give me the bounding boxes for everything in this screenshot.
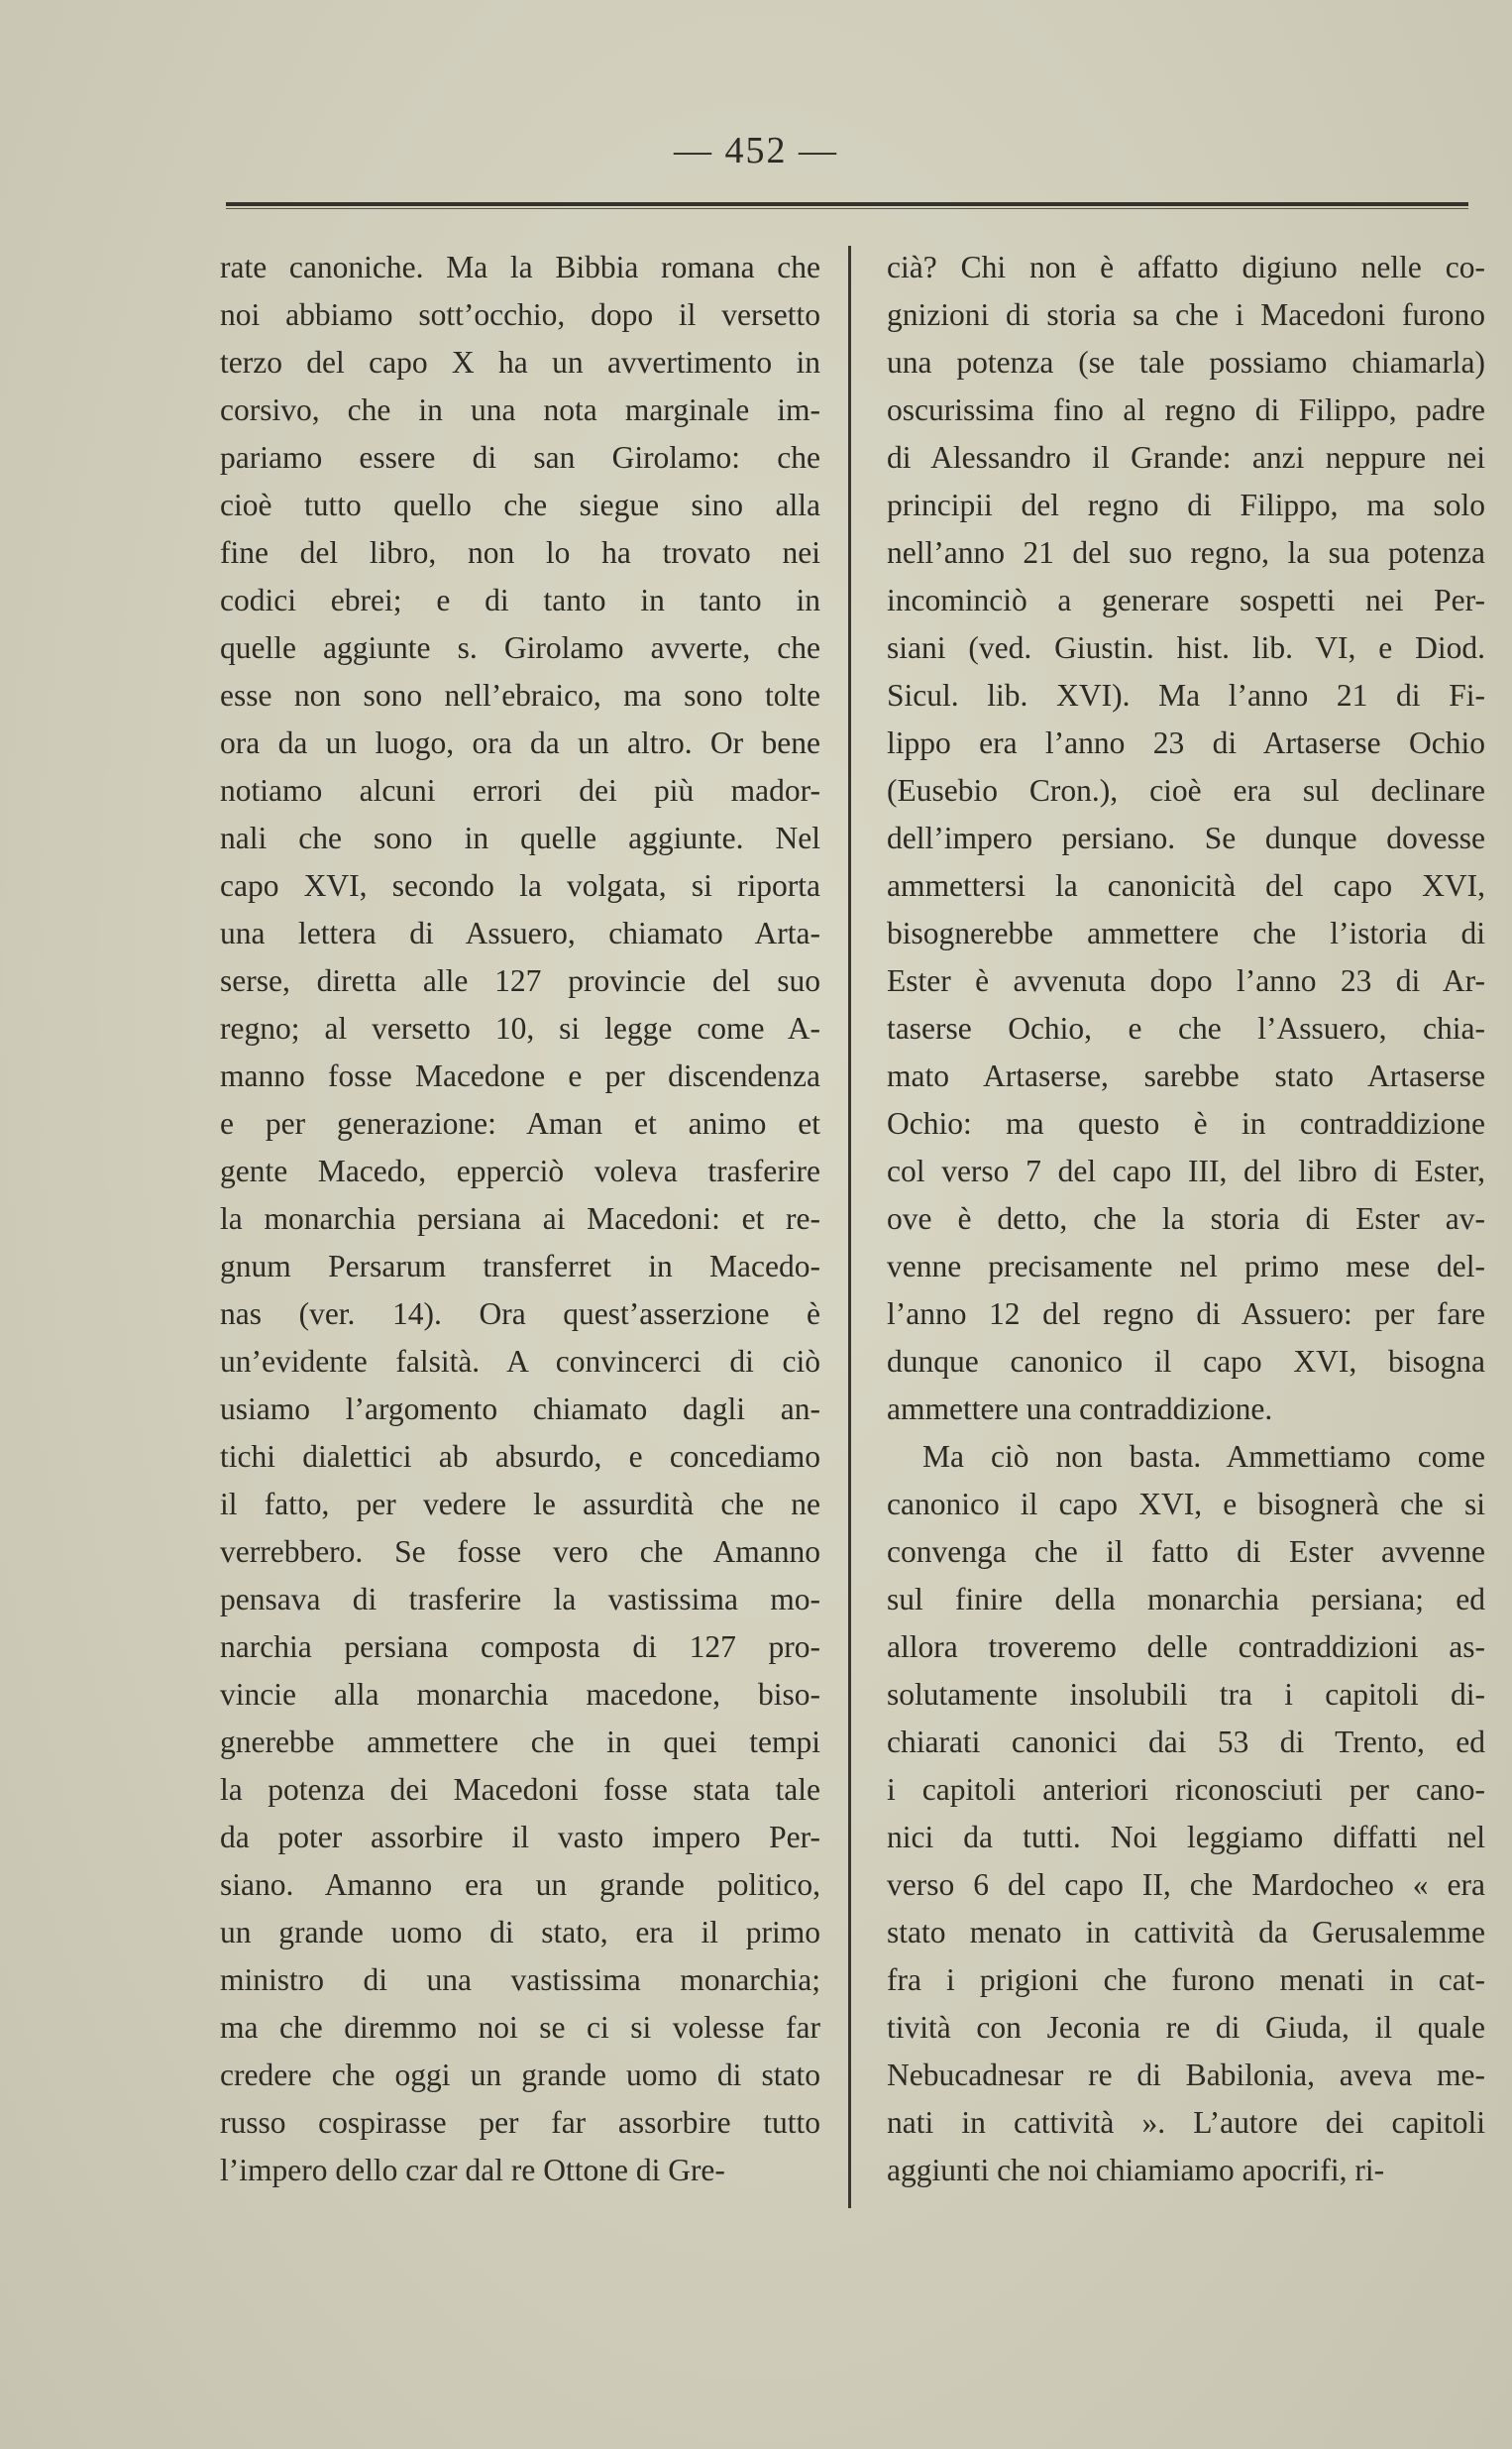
text-line: gnizioni di storia sa che i Macedoni furono [887, 297, 1485, 332]
text-line: gnum Persarum transferret in Macedo- [220, 1249, 820, 1283]
text-line: stato menato in cattività da Gerusalemme [887, 1915, 1485, 1949]
text-line: un grande uomo di stato, era il primo [220, 1915, 820, 1949]
text-line: Ester è avvenuta dopo l’anno 23 di Ar- [887, 963, 1485, 998]
text-line: usiamo l’argomento chiamato dagli an- [220, 1391, 820, 1426]
text-line: cià? Chi non è affatto digiuno nelle co- [887, 250, 1485, 284]
text-line: pariamo essere di san Girolamo: che [220, 440, 820, 475]
text-line: credere che oggi un grande uomo di stato [220, 2058, 820, 2092]
text-line: ammettere una contraddizione. [887, 1391, 1273, 1426]
text-line: oscurissima fino al regno di Filippo, padre [887, 392, 1485, 427]
text-line: cioè tutto quello che siegue sino alla [220, 488, 820, 522]
text-line: la potenza dei Macedoni fosse stata tale [220, 1772, 820, 1807]
text-line: venne precisamente nel primo mese del- [887, 1249, 1485, 1283]
text-line: terzo del capo X ha un avvertimento in [220, 345, 820, 380]
text-line: codici ebrei; e di tanto in tanto in [220, 583, 820, 617]
text-line: siani (ved. Giustin. hist. lib. VI, e Diod. [887, 630, 1485, 665]
text-line: ove è detto, che la storia di Ester av- [887, 1201, 1485, 1236]
text-line: fra i prigioni che furono menati in cat- [887, 1962, 1485, 1997]
text-line: pensava di trasferire la vastissima mo- [220, 1582, 820, 1616]
text-line: narchia persiana composta di 127 pro- [220, 1629, 820, 1664]
text-line: chiarati canonici dai 53 di Trento, ed [887, 1725, 1485, 1759]
text-line: col verso 7 del capo III, del libro di Ester, [887, 1154, 1485, 1188]
text-line: i capitoli anteriori riconosciuti per cano- [887, 1772, 1485, 1807]
text-line: gente Macedo, epperciò voleva trasferire [220, 1154, 820, 1188]
text-line: una potenza (se tale possiamo chiamarla) [887, 345, 1485, 380]
text-line: incominciò a generare sospetti nei Per- [887, 583, 1485, 617]
text-line: nas (ver. 14). Ora quest’asserzione è [220, 1296, 820, 1331]
text-line: noi abbiamo sott’occhio, dopo il versetto [220, 297, 820, 332]
text-line: aggiunti che noi chiamiamo apocrifi, ri- [887, 2153, 1385, 2187]
text-line: solutamente insolubili tra i capitoli di- [887, 1677, 1485, 1712]
text-line: dunque canonico il capo XVI, bisogna [887, 1344, 1485, 1379]
text-line: nati in cattività ». L’autore dei capitoli [887, 2105, 1485, 2140]
text-line: verrebbero. Se fosse vero che Amanno [220, 1534, 820, 1569]
text-line: fine del libro, non lo ha trovato nei [220, 535, 820, 570]
text-line: l’anno 12 del regno di Assuero: per fare [887, 1296, 1485, 1331]
text-line: una lettera di Assuero, chiamato Arta- [220, 916, 820, 950]
text-line: russo cospirasse per far assorbire tutto [220, 2105, 820, 2140]
text-line: quelle aggiunte s. Girolamo avverte, che [220, 630, 820, 665]
text-line: Sicul. lib. XVI). Ma l’anno 21 di Fi- [887, 678, 1485, 713]
text-line: l’impero dello czar dal re Ottone di Gre- [220, 2153, 725, 2187]
text-line: ma che diremmo noi se ci si volesse far [220, 2010, 820, 2045]
text-line: mato Artaserse, sarebbe stato Artaserse [887, 1058, 1485, 1093]
text-line: ministro di una vastissima monarchia; [220, 1962, 820, 1997]
text-line: tività con Jeconia re di Giuda, il quale [887, 2010, 1485, 2045]
text-line: Nebucadnesar re di Babilonia, aveva me- [887, 2058, 1485, 2092]
text-line: verso 6 del capo II, che Mardocheo « era [887, 1867, 1485, 1902]
text-line: il fatto, per vedere le assurdità che ne [220, 1487, 820, 1521]
text-line: corsivo, che in una nota marginale im- [220, 392, 820, 427]
text-line: un’evidente falsità. A convincerci di ciò [220, 1344, 820, 1379]
left-text-column [220, 244, 820, 2194]
header-rule [226, 202, 1468, 209]
text-line: taserse Ochio, e che l’Assuero, chia- [887, 1011, 1485, 1046]
text-line: capo XVI, secondo la volgata, si riporta [220, 868, 820, 903]
text-line: regno; al versetto 10, si legge come A- [220, 1011, 820, 1046]
text-line: nali che sono in quelle aggiunte. Nel [220, 821, 820, 855]
text-line: tichi dialettici ab absurdo, e concediamo [220, 1439, 820, 1474]
text-line: nici da tutti. Noi leggiamo diffatti nel [887, 1820, 1485, 1854]
text-line: Ochio: ma questo è in contraddizione [887, 1106, 1485, 1141]
text-line: convenga che il fatto di Ester avvenne [887, 1534, 1485, 1569]
text-line: sul finire della monarchia persiana; ed [887, 1582, 1485, 1616]
text-line: ora da un luogo, ora da un altro. Or bene [220, 725, 820, 760]
text-line: notiamo alcuni errori dei più mador- [220, 773, 820, 808]
text-line: (Eusebio Cron.), cioè era sul declinare [887, 773, 1485, 808]
page-number: — 452 — [674, 130, 838, 171]
text-line: bisognerebbe ammettere che l’istoria di [887, 916, 1485, 950]
text-line: di Alessandro il Grande: anzi neppure nei [887, 440, 1485, 475]
right-text-column [887, 244, 1485, 2194]
text-line: vincie alla monarchia macedone, biso- [220, 1677, 820, 1712]
text-line: da poter assorbire il vasto impero Per- [220, 1820, 820, 1854]
text-line: gnerebbe ammettere che in quei tempi [220, 1725, 820, 1759]
text-line: nell’anno 21 del suo regno, la sua potenza [887, 535, 1485, 570]
text-line: rate canoniche. Ma la Bibbia romana che [220, 250, 820, 284]
text-line: siano. Amanno era un grande politico, [220, 1867, 820, 1902]
text-line: e per generazione: Aman et animo et [220, 1106, 820, 1141]
text-line: la monarchia persiana ai Macedoni: et re- [220, 1201, 820, 1236]
text-line: esse non sono nell’ebraico, ma sono tolte [220, 678, 820, 713]
text-line: principii del regno di Filippo, ma solo [887, 488, 1485, 522]
column-divider [848, 246, 851, 2208]
text-line: manno fosse Macedone e per discendenza [220, 1058, 820, 1093]
text-line: lippo era l’anno 23 di Artaserse Ochio [887, 725, 1485, 760]
text-line: allora troveremo delle contraddizioni as- [887, 1629, 1485, 1664]
text-line: ammettersi la canonicità del capo XVI, [887, 868, 1485, 903]
text-line: Ma ciò non basta. Ammettiamo come [922, 1439, 1485, 1474]
text-line: dell’impero persiano. Se dunque dovesse [887, 821, 1485, 855]
text-line: canonico il capo XVI, e bisognerà che si [887, 1487, 1485, 1521]
text-line: serse, diretta alle 127 provincie del suo [220, 963, 820, 998]
